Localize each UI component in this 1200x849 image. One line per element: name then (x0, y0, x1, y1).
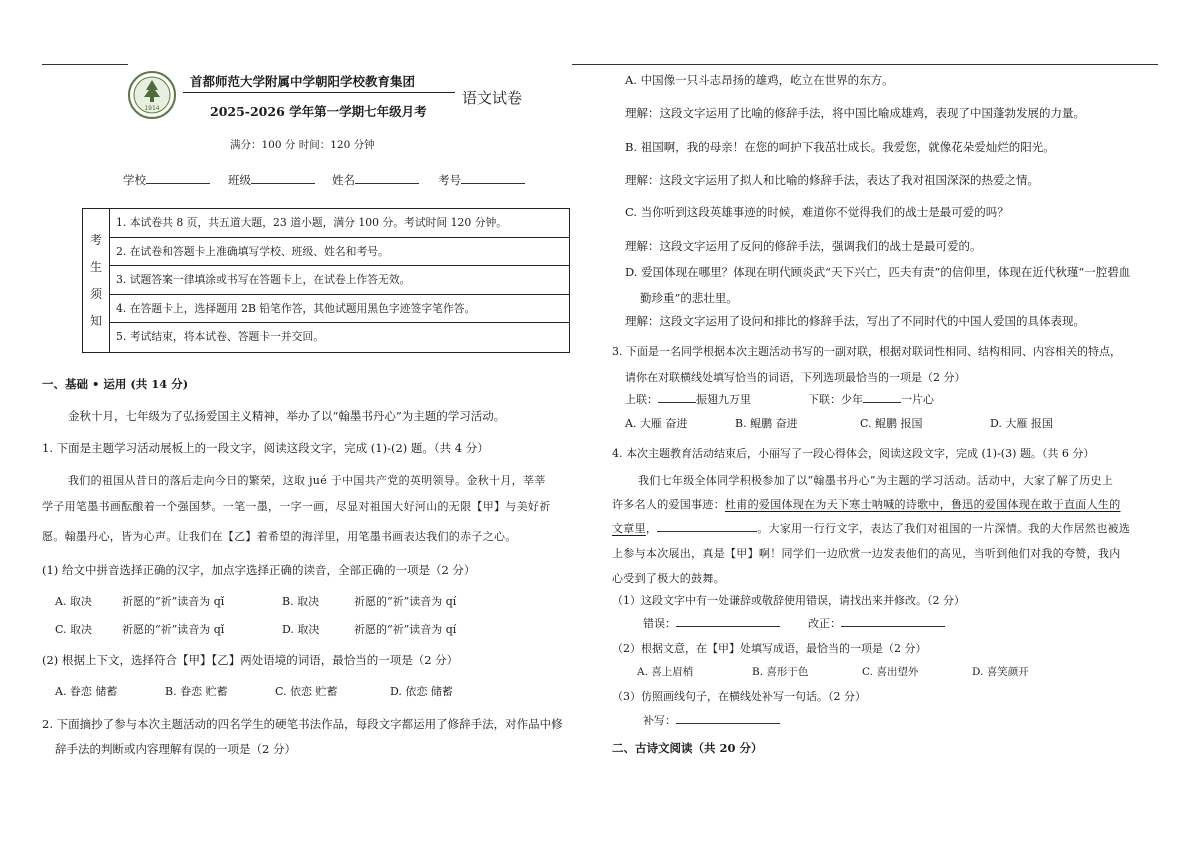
school-logo (127, 70, 177, 120)
question-1: 1. 下面是主题学习活动展板上的一段文字，阅读这段文字，完成 (1)-(2) 题。（共 4 分） (42, 441, 489, 455)
q4-1-wrong-label: 错误： (643, 617, 676, 630)
q4-underlined-sentence-end: 文章里 (612, 522, 646, 535)
field-name-blank[interactable] (355, 172, 419, 184)
q4-1-fix-label: 改正： (808, 617, 841, 630)
q4-passage-text: 。大家用一行行文字，表达了我们对祖国的一片深情。我的大作居然也被选 (757, 522, 1131, 535)
option-3-a: A. 大雁 奋进 (625, 417, 688, 430)
question-3-line2: 请你在对联横线处填写恰当的词语，下列选项最恰当的一项是（2 分） (625, 371, 966, 384)
q4-comma: ， (645, 522, 658, 535)
q4-3-fill-label: 补写： (643, 714, 676, 727)
option-1-1-c-reading: 祈愿的“祈”读音为 qǐ (122, 623, 225, 636)
top-rule-right (572, 64, 1158, 65)
option-4-2-c: C. 喜出望外 (862, 666, 919, 678)
couplet-lower (808, 391, 934, 407)
question-2-line2: 辞手法的判断或内容理解有误的一项是（2 分） (55, 742, 296, 756)
q4-3-fill-blank[interactable] (676, 712, 780, 724)
passage-line: 学子用笔墨书画酝酿着一个强国梦。一笔一墨，一字一画，尽显对祖国大好河山的无限【甲】与美好祈 (42, 500, 551, 513)
field-id-label: 考号 (438, 173, 461, 187)
field-school-label: 学校 (123, 173, 146, 187)
option-3-c: C. 鲲鹏 报国 (860, 417, 923, 430)
top-rule-left (42, 64, 128, 65)
option-1-2-c: C. 依恋 贮蓄 (275, 685, 338, 698)
notice-label-char: 考 (90, 233, 103, 247)
header-rule (183, 92, 455, 93)
field-name (332, 172, 419, 188)
section-2-title: 二、古诗文阅读（共 20 分） (612, 741, 763, 755)
q2-option-a-explain: 理解：这段文字运用了比喻的修辞手法，将中国比喻成雄鸡，表现了中国蓬勃发展的力量。 (625, 106, 1085, 120)
couplet-upper-text: 振翅九万里 (696, 393, 751, 406)
q4-1-fix-blank[interactable] (841, 615, 945, 627)
q2-option-b: B. 祖国啊，我的母亲！在您的呵护下我茁壮成长。我爱您，就像花朵爱灿烂的阳光。 (625, 140, 1055, 154)
option-1-1-b: B. 取决 (282, 595, 320, 608)
q4-passage-text: 许多名人的爱国事迹： (612, 498, 725, 511)
q4-1-wrong-blank[interactable] (676, 615, 780, 627)
option-1-2-b: B. 眷恋 贮蓄 (165, 685, 228, 698)
school-name: 首都师范大学附属中学朝阳学校教育集团 (190, 74, 416, 89)
question-4-1: （1）这段文字中有一处谦辞或敬辞使用错误，请找出来并修改。（2 分） (612, 594, 965, 607)
field-school (123, 172, 210, 188)
couplet-lower-text: 一片心 (901, 393, 934, 406)
q2-option-d-cont: 勤珍重”的悲壮里。 (640, 291, 738, 305)
field-class-label: 班级 (228, 173, 251, 187)
q4-passage-line (612, 496, 1121, 512)
notice-item: 1. 本试卷共 8 页，共五道大题，23 道小题，满分 100 分。考试时间 120 分钟。 (110, 209, 569, 238)
option-1-2-d: D. 依恋 储蓄 (390, 685, 453, 698)
couplet-upper (625, 391, 751, 407)
notice-label-char: 生 (90, 260, 103, 274)
passage-line: 我们的祖国从昔日的落后走向今日的繁荣，这取 jué 于中国共产党的英明领导。金秋十月，莘莘 (68, 474, 546, 487)
option-1-1-d: D. 取决 (282, 623, 320, 636)
option-1-1-b-reading: 祈愿的“祈”读音为 qí (354, 595, 457, 608)
subject-title: 语文试卷 (462, 89, 523, 107)
passage-line: 愿。翰墨丹心，皆为心声。让我们在【乙】着希望的海洋里，用笔墨书画表达我们的赤子之心。 (42, 530, 517, 543)
q2-option-d-explain: 理解：这段文字运用了设问和排比的修辞手法，写出了不同时代的中国人爱国的具体表现。 (625, 314, 1085, 328)
q2-option-a: A. 中国像一只斗志昂扬的雄鸡，屹立在世界的东方。 (625, 73, 894, 87)
question-3-line1: 3. 下面是一名同学根据本次主题活动书写的一副对联，根据对联词性相同、结构相同、内容相关的特点， (612, 345, 1121, 358)
question-4: 4. 本次主题教育活动结束后，小丽写了一段心得体会，阅读这段文字，完成 (1)-(3) 题。（共 6 分） (612, 447, 1095, 460)
q2-option-b-explain: 理解：这段文字运用了拟人和比喻的修辞手法，表达了我对祖国深深的热爱之情。 (625, 173, 1039, 187)
q4-underlined-sentence: 杜甫的爱国体现在为天下寒士呐喊的诗歌中，鲁迅的爱国体现在敢于直面人生的 (725, 498, 1121, 511)
notice-item: 5. 考试结束，将本试卷、答题卡一并交回。 (116, 330, 325, 344)
field-id (438, 172, 525, 188)
couplet-lower-blank[interactable] (863, 391, 901, 403)
q2-option-c-explain: 理解：这段文字运用了反问的修辞手法，强调我们的战士是最可爱的。 (625, 239, 982, 253)
q4-passage-line: 我们七年级全体同学积极参加了以“翰墨书丹心”为主题的学习活动。活动中，大家了解了历史上 (638, 474, 1114, 487)
notice-item: 2. 在试卷和答题卡上准确填写学校、班级、姓名和考号。 (110, 238, 569, 267)
q2-option-d: D. 爱国体现在哪里？体现在明代顾炎武“天下兴亡，匹夫有责”的信仰里，体现在近代秋瑾“一腔碧血 (625, 265, 1131, 279)
option-4-2-b: B. 喜形于色 (752, 666, 809, 678)
option-3-b: B. 鲲鹏 奋进 (735, 417, 798, 430)
field-name-label: 姓名 (332, 173, 355, 187)
field-school-blank[interactable] (146, 172, 210, 184)
q2-option-c: C. 当你听到这段英雄事迹的时候，难道你不觉得我们的战士是最可爱的吗？ (625, 205, 1009, 219)
notice-box (82, 208, 570, 353)
exam-title: 2025-2026 学年第一学期七年级月考 (210, 104, 427, 119)
notice-item: 3. 试题答案一律填涂或书写在答题卡上，在试卷上作答无效。 (110, 266, 569, 295)
option-1-1-c: C. 取决 (55, 623, 93, 636)
activity-intro: 金秋十月，七年级为了弘扬爱国主义精神，举办了以“翰墨书丹心”为主题的学习活动。 (68, 409, 506, 423)
couplet-upper-label: 上联： (625, 393, 658, 406)
option-4-2-a: A. 喜上眉梢 (637, 666, 694, 678)
question-1-2: (2) 根据上下文，选择符合【甲】【乙】两处语境的词语，最恰当的一项是（2 分） (42, 653, 459, 667)
q4-passage-line: 心受到了极大的鼓舞。 (612, 572, 725, 585)
option-1-1-a: A. 取决 (55, 595, 92, 608)
q4-fill-blank[interactable] (657, 520, 757, 532)
field-class (228, 172, 315, 188)
couplet-upper-blank[interactable] (658, 391, 696, 403)
option-1-2-a: A. 眷恋 储蓄 (55, 685, 118, 698)
field-id-blank[interactable] (461, 172, 525, 184)
notice-item: 4. 在答题卡上，选择题用 2B 铅笔作答，其他试题用黑色字迹签字笔作答。 (110, 295, 569, 324)
logo-year: 1914 (144, 105, 160, 112)
option-1-1-d-reading: 祈愿的“祈”读音为 qí (354, 623, 457, 636)
q4-3-fill (643, 712, 780, 728)
q4-passage-line: 上参与本次展出，真是【甲】啊！同学们一边欣赏一边发表他们的高见，当听到他们对我的夸赞，我内 (612, 547, 1121, 560)
question-1-1: (1) 给文中拼音选择正确的汉字，加点字选择正确的读音，全部正确的一项是（2 分） (42, 563, 476, 577)
q4-passage-line (612, 520, 1130, 536)
notice-items (110, 209, 569, 352)
section-1-title: 一、基础 • 运用 (共 14 分) (42, 377, 189, 391)
option-3-d: D. 大雁 报国 (990, 417, 1053, 430)
notice-label-char: 须 (90, 287, 103, 301)
option-1-1-a-reading: 祈愿的“祈”读音为 qǐ (122, 595, 225, 608)
field-class-blank[interactable] (251, 172, 315, 184)
couplet-lower-label: 下联：少年 (808, 393, 863, 406)
question-4-2: （2）根据文意，在【甲】处填写成语，最恰当的一项是（2 分） (612, 642, 927, 655)
question-2-line1: 2. 下面摘抄了参与本次主题活动的四名学生的硬笔书法作品，每段文字都运用了修辞手法，对作品中修 (42, 717, 563, 731)
q4-1-wrong (643, 615, 780, 631)
score-time: 满分：100 分 时间：120 分钟 (230, 139, 375, 151)
notice-label-char: 知 (90, 314, 103, 328)
notice-label (83, 209, 110, 352)
option-4-2-d: D. 喜笑颜开 (972, 666, 1029, 678)
q4-1-fix (808, 615, 945, 631)
question-4-3: （3）仿照画线句子，在横线处补写一句话。（2 分） (612, 690, 866, 703)
